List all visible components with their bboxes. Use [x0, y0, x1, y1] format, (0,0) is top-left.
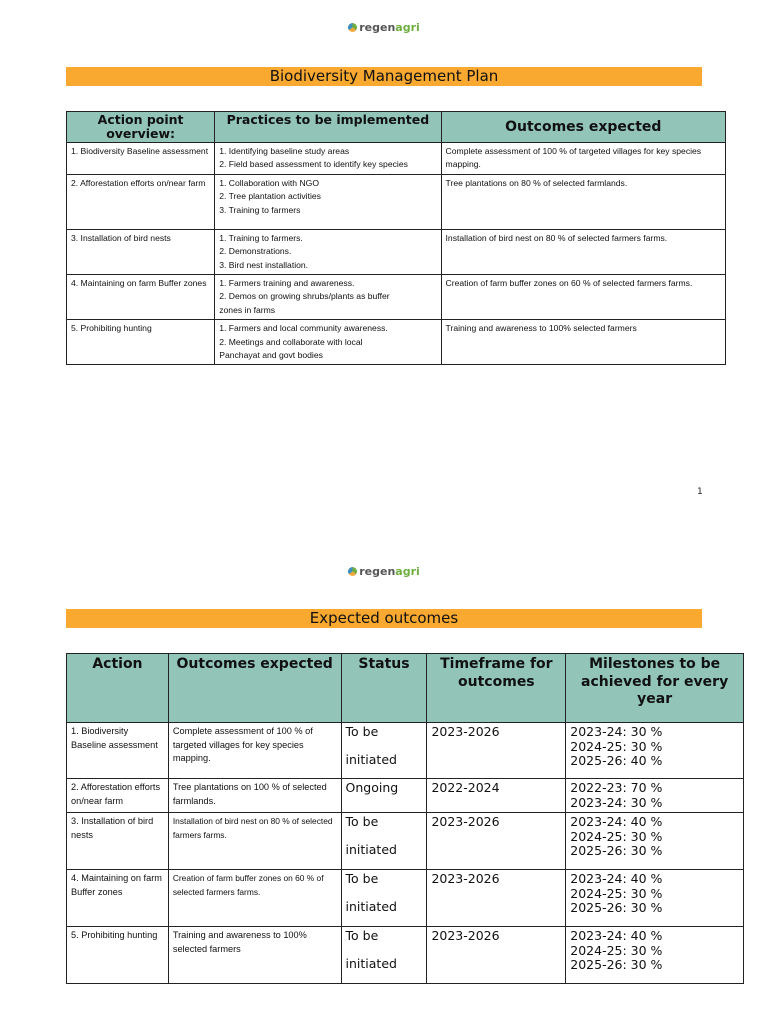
outcome-cell: Tree plantations on 80 % of selected farmlands. [441, 174, 725, 229]
table-row [67, 174, 726, 229]
timeframe-cell: 2022-2024 [427, 779, 566, 813]
outcome-cell: Training and awareness to 100% selected farmers [441, 320, 725, 365]
table-row [67, 870, 744, 927]
table-row [67, 723, 744, 779]
section-title: Expected outcomes [66, 609, 702, 628]
action-cell: 4. Maintaining on farm Buffer zones [67, 870, 169, 927]
table-row [67, 143, 726, 175]
header-action: Action [67, 654, 169, 723]
action-cell: 4. Maintaining on farm Buffer zones [67, 275, 215, 320]
status-cell: To be initiated [341, 927, 427, 984]
outcome-cell: Creation of farm buffer zones on 60 % of selected farmers farms. [441, 275, 725, 320]
action-cell: 3. Installation of bird nests [67, 813, 169, 870]
table-header-row [67, 654, 744, 723]
table-row [67, 229, 726, 274]
milestones-cell: 2023-24: 30 % 2024-25: 30 % 2025-26: 40 % [566, 723, 744, 779]
table-row [67, 779, 744, 813]
header-action: Action point overview: [67, 112, 215, 143]
action-cell: 3. Installation of bird nests [67, 229, 215, 274]
action-cell: 5. Prohibiting hunting [67, 320, 215, 365]
timeframe-cell: 2023-2026 [427, 813, 566, 870]
header-outcomes: Outcomes expected [168, 654, 341, 723]
table-row [67, 927, 744, 984]
header-practices: Practices to be implemented [215, 112, 441, 143]
management-plan-table [66, 111, 726, 365]
practices-cell: 1. Collaboration with NGO 2. Tree plantation activities 3. Training to farmers [215, 174, 441, 229]
header-status: Status [341, 654, 427, 723]
milestones-cell: 2023-24: 40 % 2024-25: 30 % 2025-26: 30 % [566, 813, 744, 870]
logo-leaf-icon [348, 23, 357, 32]
practices-cell: 1. Training to farmers. 2. Demonstrations. 3. Bird nest installation. [215, 229, 441, 274]
milestones-cell: 2022-23: 70 % 2023-24: 30 % [566, 779, 744, 813]
table-row [67, 813, 744, 870]
action-cell: 5. Prohibiting hunting [67, 927, 169, 984]
table-row [67, 320, 726, 365]
action-cell: 1. Biodiversity Baseline assessment [67, 723, 169, 779]
practices-cell: 1. Farmers and local community awareness. 2. Meetings and collaborate with local Panchayat and govt bodies [215, 320, 441, 365]
timeframe-cell: 2023-2026 [427, 723, 566, 779]
milestones-cell: 2023-24: 40 % 2024-25: 30 % 2025-26: 30 % [566, 927, 744, 984]
timeframe-cell: 2023-2026 [427, 870, 566, 927]
practices-cell: 1. Farmers training and awareness. 2. Demos on growing shrubs/plants as buffer zones in farms [215, 275, 441, 320]
practices-cell: 1. Identifying baseline study areas 2. Field based assessment to identify key species [215, 143, 441, 175]
outcome-cell: Complete assessment of 100 % of targeted villages for key species mapping. [441, 143, 725, 175]
status-cell: To be initiated [341, 870, 427, 927]
regenagri-logo: regenagri [0, 21, 768, 34]
status-cell: To be initiated [341, 723, 427, 779]
outcome-cell: Creation of farm buffer zones on 60 % of selected farmers farms. [168, 870, 341, 927]
header-milestones: Milestones to be achieved for every year [566, 654, 744, 723]
outcome-cell: Training and awareness to 100% selected farmers [168, 927, 341, 984]
action-cell: 2. Afforestation efforts on/near farm [67, 174, 215, 229]
outcome-cell: Installation of bird nest on 80 % of selected farmers farms. [168, 813, 341, 870]
regenagri-logo: regenagri [0, 565, 768, 578]
action-cell: 2. Afforestation efforts on/near farm [67, 779, 169, 813]
table-header-row [67, 112, 726, 143]
action-cell: 1. Biodiversity Baseline assessment [67, 143, 215, 175]
header-timeframe: Timeframe for outcomes [427, 654, 566, 723]
outcome-cell: Tree plantations on 100 % of selected farmlands. [168, 779, 341, 813]
milestones-cell: 2023-24: 40 % 2024-25: 30 % 2025-26: 30 % [566, 870, 744, 927]
header-outcomes: Outcomes expected [441, 112, 725, 143]
outcome-cell: Installation of bird nest on 80 % of selected farmers farms. [441, 229, 725, 274]
status-cell: To be initiated [341, 813, 427, 870]
status-cell: Ongoing [341, 779, 427, 813]
outcome-cell: Complete assessment of 100 % of targeted villages for key species mapping. [168, 723, 341, 779]
timeframe-cell: 2023-2026 [427, 927, 566, 984]
page-number: 1 [697, 487, 703, 497]
table-row [67, 275, 726, 320]
logo-leaf-icon [348, 567, 357, 576]
page-title: Biodiversity Management Plan [66, 67, 702, 86]
expected-outcomes-table [66, 653, 744, 984]
